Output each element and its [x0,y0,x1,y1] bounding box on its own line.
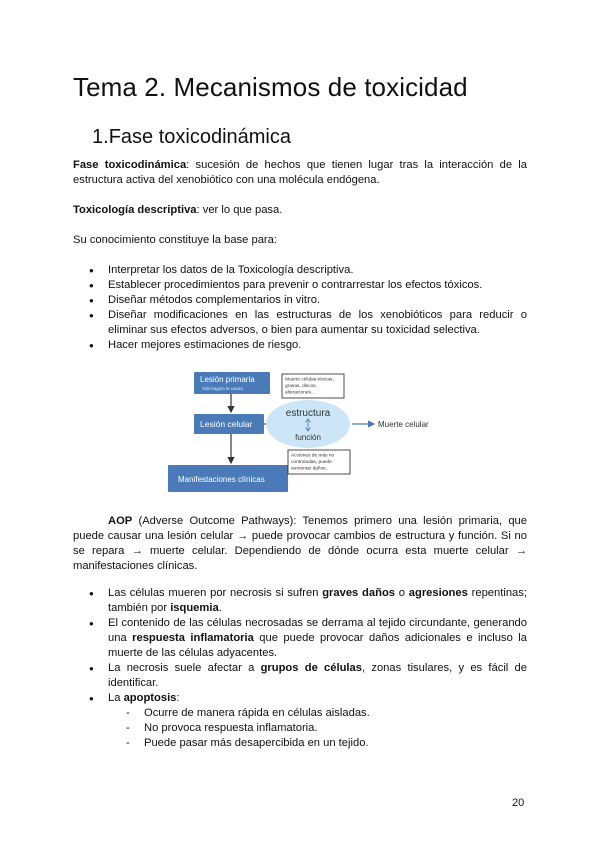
definition-text: : ver lo que pasa. [196,204,283,216]
list-item: ● Establecer procedimientos para prevenir o contrarrestar los efectos tóxicos. [73,278,527,293]
definition-toxicodinamica [73,158,527,188]
list-item: ● Las células mueren por necrosis si sufren graves daños o agresiones repentinas; también por isquemia. [73,586,527,616]
box-lesion-primaria-sublabel: Xde bagula la causa [202,386,243,391]
aop-diagram [160,368,460,496]
list-item: ● La necrosis suele afectar a grupos de células, zonas tisulares, y es fácil de identificar. [73,661,527,691]
note-bottom-line: aumentar daños. [291,466,328,472]
box-lesion-celular-label: Lesión celular [200,419,253,429]
bullet-list-basis [73,263,527,353]
sub-list-item: - Puede pasar más desapercibida en un tejido. [108,736,527,751]
aop-paragraph [73,514,527,574]
aop-text: (Adverse Outcome Pathways): Tenemos primero una lesión primaria, que puede causar una lesión celular → puede provocar cambios de estructura y función. Si no se repara → muerte celular. Dependiendo de dónde ocurra esta muerte celular → manifestaciones clínicas. [73,515,527,572]
list-item: ● Hacer mejores estimaciones de riesgo. [73,338,527,353]
definition-term: Fase toxicodinámica [73,159,187,171]
definition-toxicologia-descriptiva [73,203,527,218]
page-title: Tema 2. Mecanismos de toxicidad [73,72,468,102]
bullet-list-necrosis [73,586,527,751]
ellipse-label-funcion: función [295,433,321,442]
definition-text: : sucesión de hechos que tienen lugar tras la interacción de la estructura activa del xenobiótico con una molécula endógena. [73,159,527,186]
section-heading [92,126,291,149]
list-item: ● Interpretar los datos de la Toxicología descriptiva. [73,263,527,278]
sub-list-apoptosis [108,706,527,751]
aop-term: AOP [108,515,133,527]
box-manifestaciones-label: Manifestaciones clínicas [178,475,265,484]
note-top-line: Muerte células tóxicas, [285,377,334,383]
list-item: ● El contenido de las células necrosadas se derrama al tejido circundante, generando una respuesta inflamatoria que puede provocar daños adicionales e incluso la muerte de las células adyacentes. [73,616,527,661]
sub-list-item: - Ocurre de manera rápida en células aisladas. [108,706,527,721]
list-item: ● Diseñar modificaciones en las estructuras de los xenobióticos para reducir o eliminar sus efectos adversos, o bien para aumentar su toxicidad selectiva. [73,308,527,338]
note-top-line: grasas, discos, [285,384,317,389]
section-title: Fase toxicodinámica [108,126,291,148]
outcome-label: Muerte celular [378,420,429,429]
intro-paragraph: Su conocimiento constituye la base para: [73,234,277,246]
list-item: ● Diseñar métodos complementarios in vitro. [73,293,527,308]
note-bottom-line: controladas, puede [291,460,332,465]
list-item: ● La apoptosis: - Ocurre de manera rápida en células aisladas. - No provoca respuesta inflamatoria. - Puede pasar más desapercibida en un tejido. [73,691,527,751]
section-number: 1. [92,126,109,148]
ellipse-label-estructura: estructura [285,408,331,419]
note-top-line: alteraciones... [285,390,315,396]
page-number: 20 [512,797,525,809]
note-bottom-line: Acciones de más no [291,453,335,459]
box-lesion-primaria-label: Lesión primaria [200,375,255,384]
definition-term: Toxicología descriptiva [73,204,197,216]
sub-list-item: - No provoca respuesta inflamatoria. [108,721,527,736]
